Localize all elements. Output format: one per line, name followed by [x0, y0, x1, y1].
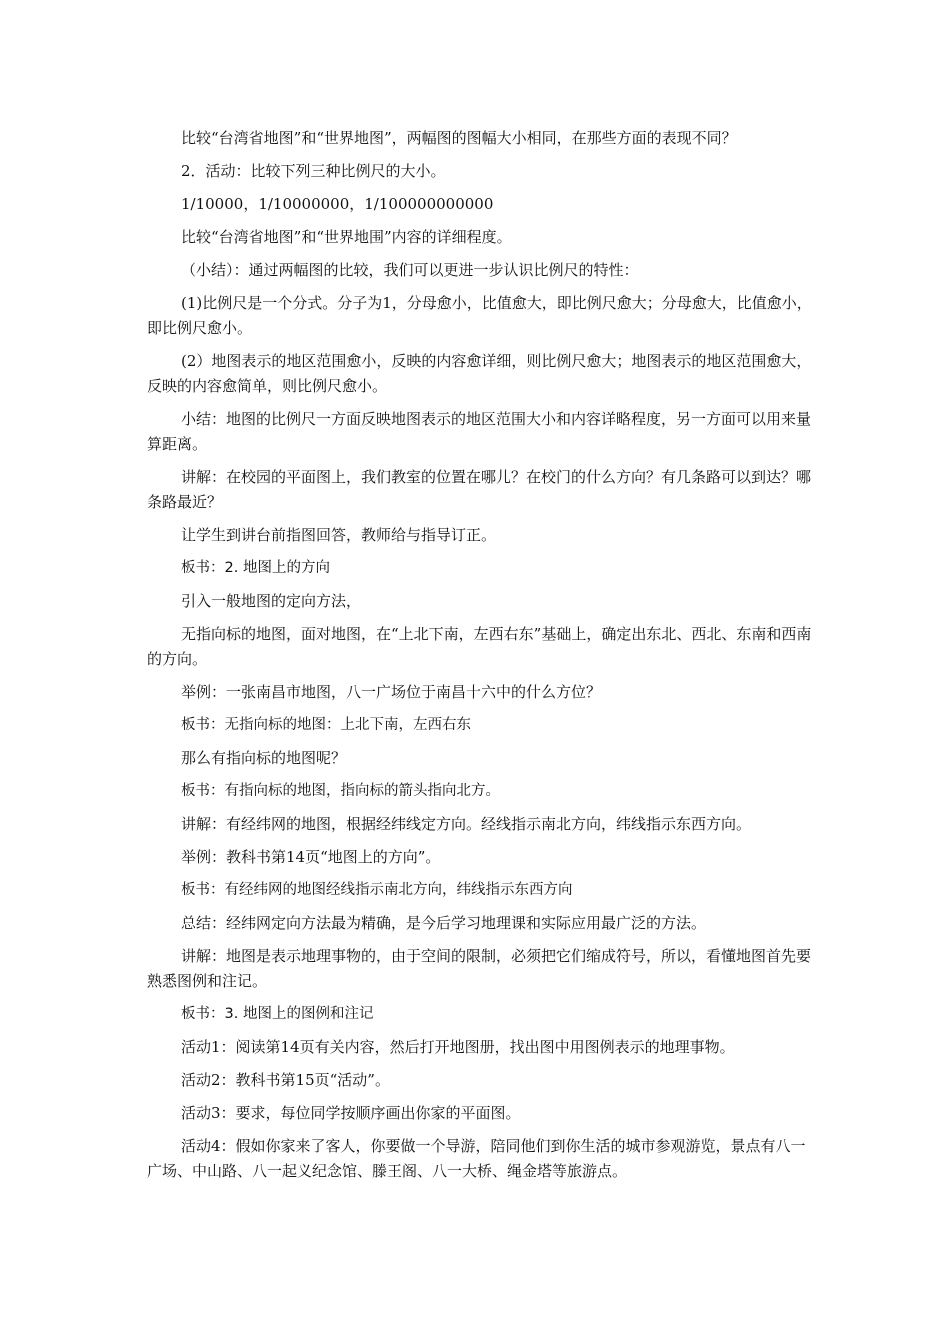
- paragraph: 无指向标的地图，面对地图，在“上北下南，左西右东”基础上，确定出东北、西北、东南和西南的方向。: [147, 625, 812, 668]
- paragraph: 活动1：阅读第14页有关内容，然后打开地图册，找出图中用图例表示的地理事物。: [181, 1038, 735, 1056]
- paragraph: 活动3：要求，每位同学按顺序画出你家的平面图。: [181, 1104, 521, 1122]
- paragraph: 2．活动：比较下列三种比例尺的大小。: [181, 162, 446, 180]
- paragraph: (2）地图表示的地区范围愈小，反映的内容愈详细，则比例尺愈大；地图表示的地区范围愈大，反映的内容愈简单，则比例尺愈小。: [147, 352, 812, 395]
- paragraph: （小结）：通过两幅图的比较，我们可以更进一步认识比例尺的特性：: [181, 261, 639, 279]
- paragraph: 举例：教科书第14页“地图上的方向”。: [181, 848, 441, 866]
- board-note: 板书：有指向标的地图，指向标的箭头指向北方。: [181, 783, 500, 799]
- paragraph: 1/10000，1/10000000，1/100000000000: [181, 195, 494, 213]
- paragraph: 那么有指向标的地图呢？: [181, 749, 347, 767]
- paragraph: 讲解：有经纬网的地图，根据经纬线定方向。经线指示南北方向，纬线指示东西方向。: [181, 815, 752, 833]
- paragraph: 讲解：地图是表示地理事物的，由于空间的限制，必须把它们缩成符号，所以，看懂地图首先要熟悉图例和注记。: [147, 947, 812, 990]
- paragraph: 小结：地图的比例尺一方面反映地图表示的地区范围大小和内容详略程度，另一方面可以用来量算距离。: [147, 410, 812, 453]
- paragraph: 总结：经纬网定向方法最为精确，是今后学习地理课和实际应用最广泛的方法。: [181, 914, 707, 932]
- paragraph: 讲解：在校园的平面图上，我们教室的位置在哪儿？在校门的什么方向？有几条路可以到达？哪条路最近？: [147, 468, 812, 511]
- paragraph: 让学生到讲台前指图回答，教师给与指导订正。: [181, 526, 497, 544]
- board-note: 板书：无指向标的地图：上北下南，左西右东: [181, 717, 471, 733]
- board-note: 板书：有经纬网的地图经线指示南北方向，纬线指示东西方向: [181, 882, 573, 898]
- document-body: [147, 126, 819, 1192]
- paragraph: 引入一般地图的定向方法，: [181, 592, 362, 610]
- paragraph: 活动4：假如你家来了客人，你要做一个导游，陪同他们到你生活的城市参观游览，景点有八一广场、中山路、八一起义纪念馆、滕王阁、八一大桥、绳金塔等旅游点。: [147, 1137, 806, 1180]
- paragraph: 举例：一张南昌市地图，八一广场位于南昌十六中的什么方位？: [181, 683, 602, 701]
- board-heading: 板书：2. 地图上的方向: [181, 560, 330, 576]
- board-heading: 板书：3. 地图上的图例和注记: [181, 1006, 374, 1022]
- paragraph: (1)比例尺是一个分式。分子为1，分母愈小，比值愈大，即比例尺愈大；分母愈大，比值愈小，即比例尺愈小。: [147, 294, 812, 337]
- paragraph: 比较“台湾省地图”和“世界地围”内容的详细程度。: [181, 228, 512, 246]
- paragraph: 比较“台湾省地图”和“世界地图”，两幅图的图幅大小相同，在那些方面的表现不同？: [181, 129, 737, 147]
- paragraph: 活动2：教科书第15页“活动”。: [181, 1071, 390, 1089]
